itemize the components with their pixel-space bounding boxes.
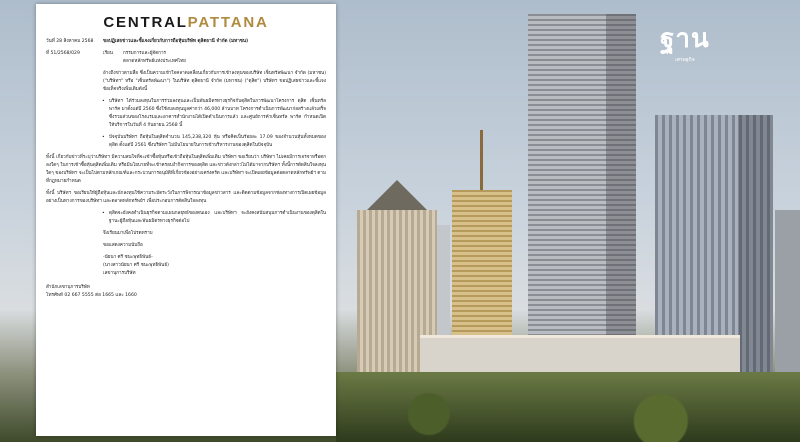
brand-part2: PATTANA (187, 14, 269, 31)
logo-text: ฐาน (660, 24, 710, 54)
letter-footer (46, 284, 326, 300)
bullet-item: • ดุสิตจะยังคงดำเนินธุรกิจตามแผนกลยุทธ์ของตนเอง และบริษัทฯ จะยังคงสนับสนุนการดำเนินงานของดุสิตในฐานะผู้ถือหุ้นและพันธมิตรทางธุรกิจต่อไป (109, 210, 326, 226)
recipient-line1: กรรมการและผู้จัดการ (123, 51, 167, 56)
regards: ขอแสดงความนับถือ (103, 243, 143, 248)
recipient-line2: ตลาดหลักทรัพย์แห่งประเทศไทย (123, 59, 186, 64)
department: สำนักเลขานุการบริษัท (46, 285, 90, 290)
letter-ref: ที่ 51/2568/029 (46, 51, 80, 56)
phone-number: โทรศัพท์ 02 667 5555 ต่อ 1665 และ 1660 (46, 293, 137, 298)
central-pattana-logo (46, 14, 326, 32)
thansettakij-logo (660, 22, 710, 64)
letter-document (36, 4, 336, 436)
paragraph: อ้างถึงข่าวตามสื่อ ซึ่งเป็นความเข้าใจคลาดเคลื่อนเกี่ยวกับการเข้าลงทุนของบริษัท เซ็นทรัลพัฒนา จำกัด (มหาชน) ("บริษัทฯ" หรือ "เซ็นทรัลพัฒนา") ในบริษัท ดุสิตธานี จำกัด (มหาชน) ("ดุสิต") บริษัทฯ ขอปฏิเสธข่าวและชี้แจงข้อเท็จจริงเพิ่มเติมดังนี้ (103, 71, 326, 92)
paragraph: ทั้งนี้ เกี่ยวกับข่าวที่ระบุว่าบริษัทฯ มีความสนใจที่จะเข้าซื้อหุ้นหรือเข้าถือหุ้นในดุสิตเพิ่มเติม บริษัทฯ ขอเรียนว่า บริษัทฯ ไม่เคยมีการเจรจาหรือตกลงใดๆ ในการเข้าซื้อหุ้นดุสิตเพิ่มเติม หรือมีนโยบายที่จะเข้าครอบงำกิจการของดุสิต และข่าวดังกล่าวไม่ได้มาจากบริษัทฯ ทั้งนี้การตัดสินใจลงทุนใดๆ ของบริษัทฯ จะเป็นไปตามหลักเกณฑ์และกระบวนการอนุมัติที่เกี่ยวข้องอย่างเคร่งครัด และบริษัทฯ จะเปิดเผยข้อมูลต่อตลาดหลักทรัพย์ฯ ตามที่กฎหมายกำหนด (46, 155, 326, 184)
bullet-item: • ปัจจุบันบริษัทฯ ถือหุ้นในดุสิตจำนวน 145,238,320 หุ้น หรือคิดเป็นร้อยละ 17.09 ของจำนวนหุ้นทั้งหมดของดุสิต ตั้งแต่ปี 2561 ซึ่งบริษัทฯ ไม่มีนโยบายในการเข้าบริหารงานของดุสิตในปัจจุบัน (109, 134, 326, 150)
closing: จึงเรียนมาเพื่อโปรดทราบ (103, 231, 153, 236)
brand-part1: CENTRAL (103, 14, 188, 31)
letter-subject: ขอปฏิเสธข่าวและชี้แจงเกี่ยวกับการถือหุ้นบริษัท ดุสิตธานี จำกัด (มหาชน) (103, 39, 249, 44)
to-label: เรียน (103, 51, 113, 56)
bullet-item: • บริษัทฯ ได้ร่วมลงทุนในการร่วมลงทุนและเป็นพันธมิตรทางธุรกิจกับดุสิตในการพัฒนาโครงการ ดุสิต เซ็นทรัล พาร์ค มาตั้งแต่ปี 2560 ซึ่งใช้งบลงทุนมูลค่ากว่า 46,000 ล้านบาท โครงการดำเนินการพัฒนาก่อสร้างแล้วเสร็จ ซึ่งรวมส่วนของโรงแรมและอาคารสำนักงานได้เปิดดำเนินการแล้ว และศูนย์การค้าเซ็นทรัล พาร์ค กำหนดเปิดให้บริการในวันที่ 4 กันยายน 2568 นี้ (109, 98, 326, 130)
signature: -นัยนา ศรี ชนะพุทธิพันธ์- (103, 255, 153, 260)
signer-name: (นางสาวนัยนา ศรี ชนะพุทธิพันธ์) (103, 263, 169, 268)
building-spire (480, 130, 483, 192)
letter-date: วันที่ 28 สิงหาคม 2568 (46, 39, 94, 44)
building-roof (365, 180, 429, 212)
park-trees (336, 372, 800, 442)
paragraph: ทั้งนี้ บริษัทฯ ขอเรียนให้ผู้ถือหุ้นและนักลงทุนใช้ความระมัดระวังในการพิจารณาข้อมูลข่าวสาร และติดตามข้อมูลจากช่องทางการเปิดเผยข้อมูลอย่างเป็นทางการของบริษัทฯ และตลาดหลักทรัพย์ฯ เพื่อประกอบการตัดสินใจลงทุน (46, 191, 326, 204)
signer-title: เลขานุการบริษัท (103, 271, 136, 276)
logo-subtext: เศรษฐกิจ (675, 57, 695, 63)
